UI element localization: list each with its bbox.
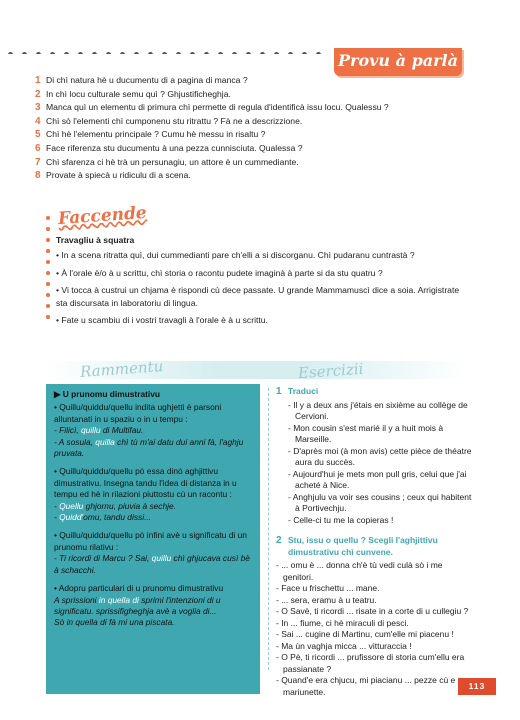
question-list [35,74,466,183]
list-item: - In ... fiume, ci hè miraculi di pesci. [276,617,409,628]
rammentu-title: Rammentu [79,357,164,381]
section-badge: Provu à parlà [334,48,462,76]
list-item: - Anghjulu va voir ses cousins ; ceux qui habitent à Portivechju. [288,491,472,513]
list-item: 4 Chì sò l'elementi chì cumponenu stu ritrattu ? Fà ne a descrizzione. [35,115,303,127]
list-item: - ... sera, eramu à u teatru. [276,594,377,605]
list-item: 1 Di chì natura hè u ducumentu di a pagina di manca ? [35,75,248,86]
rammentu-heading: ▶ U prunomu dimustrativu [54,389,161,399]
list-item: - Mon cousin s'est marié il y a huit mois à Marseille. [288,422,444,444]
rammentu-box [46,384,260,694]
exercise-list [276,400,472,527]
list-item: - O Pè, ti ricordi ... prufissore di storia cum'ellu era passianate ? [276,652,465,674]
example-text: - Ti ricordi di Marcu ? Sai, quillu chì ghjucava cusì bè à schacchi. [54,553,250,575]
example-text: A sprissioni in quella di sprimi l'intenzioni di u significatu. sprissifigheghja avè a voglia di... [54,594,221,616]
faccende-heading: Travagliu à squatra [56,235,135,245]
faccende-block [56,234,468,331]
rule-text: • Quillu/quiddu/quellu pò infini avè u significatu di un prunomu rilativu : [54,530,247,552]
list-item: 7 Chì sfarenza ci hè trà un persunagiu, un attore è un cummediante. [35,156,299,168]
example-text: - Quidd'omu, tandu dissi... [54,512,152,523]
rule-text: • Quillu/quiddu/quellu pò essa dinò aghjittivu dimustrativu. Insegna tandu l'idea di distanza in u tempu ed hè in rilazioni piuttostu cù un racontu : [54,466,237,500]
list-item: 5 Chì hè l'elementu principale ? Cumu hè messu in risaltu ? [35,129,266,141]
rule-text: • Adopru particulari di u prunomu dimustrativu [54,583,224,594]
example-text: Sò in quella di fà mi una piscata. [54,617,175,628]
example-text: - Filicì, quillu di Multifau. [54,425,144,436]
list-item: - ... omu è ... donna ch'è tù vedi culà sò i me genitori. [276,560,443,582]
rule-text: • Quillu/quiddu/quellu indita ughjetti è parsoni alluntanati in u spaziu o in u tempu : [54,402,222,424]
exercise-list [276,560,472,698]
dotted-rule-right [466,46,520,54]
list-item: - Sai ... cugine di Martinu, cum'elle mi piacenu ! [276,629,454,639]
esercizii-title: Esercizii [297,359,364,383]
list-item: - Face u frischettu ... mane. [276,583,380,593]
exercise-heading: 1 Traduci [276,386,319,397]
list-item: - Celle-ci tu me la copieras ! [288,514,394,525]
list-item: - Aujourd'hui je mets mon pull gris, celui que j'ai acheté à Nice. [288,468,467,490]
list-item: 2 In chì locu culturale semu quì ? Ghjustificheghja. [35,88,231,100]
dotted-rule [8,46,333,54]
list-item: • À l'orale è/o à u scrittu, chì storia o racontu pudete imaginà à parte si da stu quatru ? [56,267,383,278]
esercizii-block [276,386,472,698]
list-item: 3 Manca quì un elementu di primura chì permette di regula d'identificà issu locu. Qualessu ? [35,102,389,114]
list-item: • In a scena ritratta quì, dui cummedianti pare ch'elli a si discorganu. Chì pudaranu cuntrastà ? [56,250,415,261]
list-item: • Fate u scambiu di i vostri travagli à l'orale è à u scrittu. [56,315,268,326]
faccende-title: Faccende [57,202,148,230]
page-number: 113 [458,678,496,695]
list-item: - Ma ùn vaghja micca ... vitturaccia ! [276,640,412,651]
example-text: - Quellu ghjornu, piuvia à sechje. [54,500,176,511]
list-item: - Il y a deux ans j'étais en sixième au collège de Cervioni. [288,399,468,421]
list-item: - O Savè, ti ricordi ... risate in a corte di u cullegiu ? [276,606,469,616]
dotted-vertical-rule [46,216,52,326]
list-item: 8 Provate à spiecà u ridiculu di a scena. [35,170,191,182]
column-divider [268,388,269,670]
list-item: • Vi tocca à custrui un chjama è rispondi cù dece passate. U grande Mammamuscì dice a soia. Arrigistrate sta discursata in laboratoriu di lingua. [56,285,460,308]
list-item: - D'après moi (à mon avis) cette pièce de théatre aura du succès. [288,445,472,467]
exercise-heading: 2 Stu, issu o quellu ? Scegli l'aghjittivu dimustrativu chì cunvene. [276,535,438,557]
example-text: - A sosula, quilla chì tù m'ai datu dui anni fà, l'aghju pruvata. [54,436,244,459]
list-item: - Quand'e era chjucu, mi piacianu ... pezze cù e mariunette. [276,675,456,697]
list-item: 6 Face riferenza stu ducumentu à una pezza cunnisciuta. Qualessa ? [35,142,303,154]
